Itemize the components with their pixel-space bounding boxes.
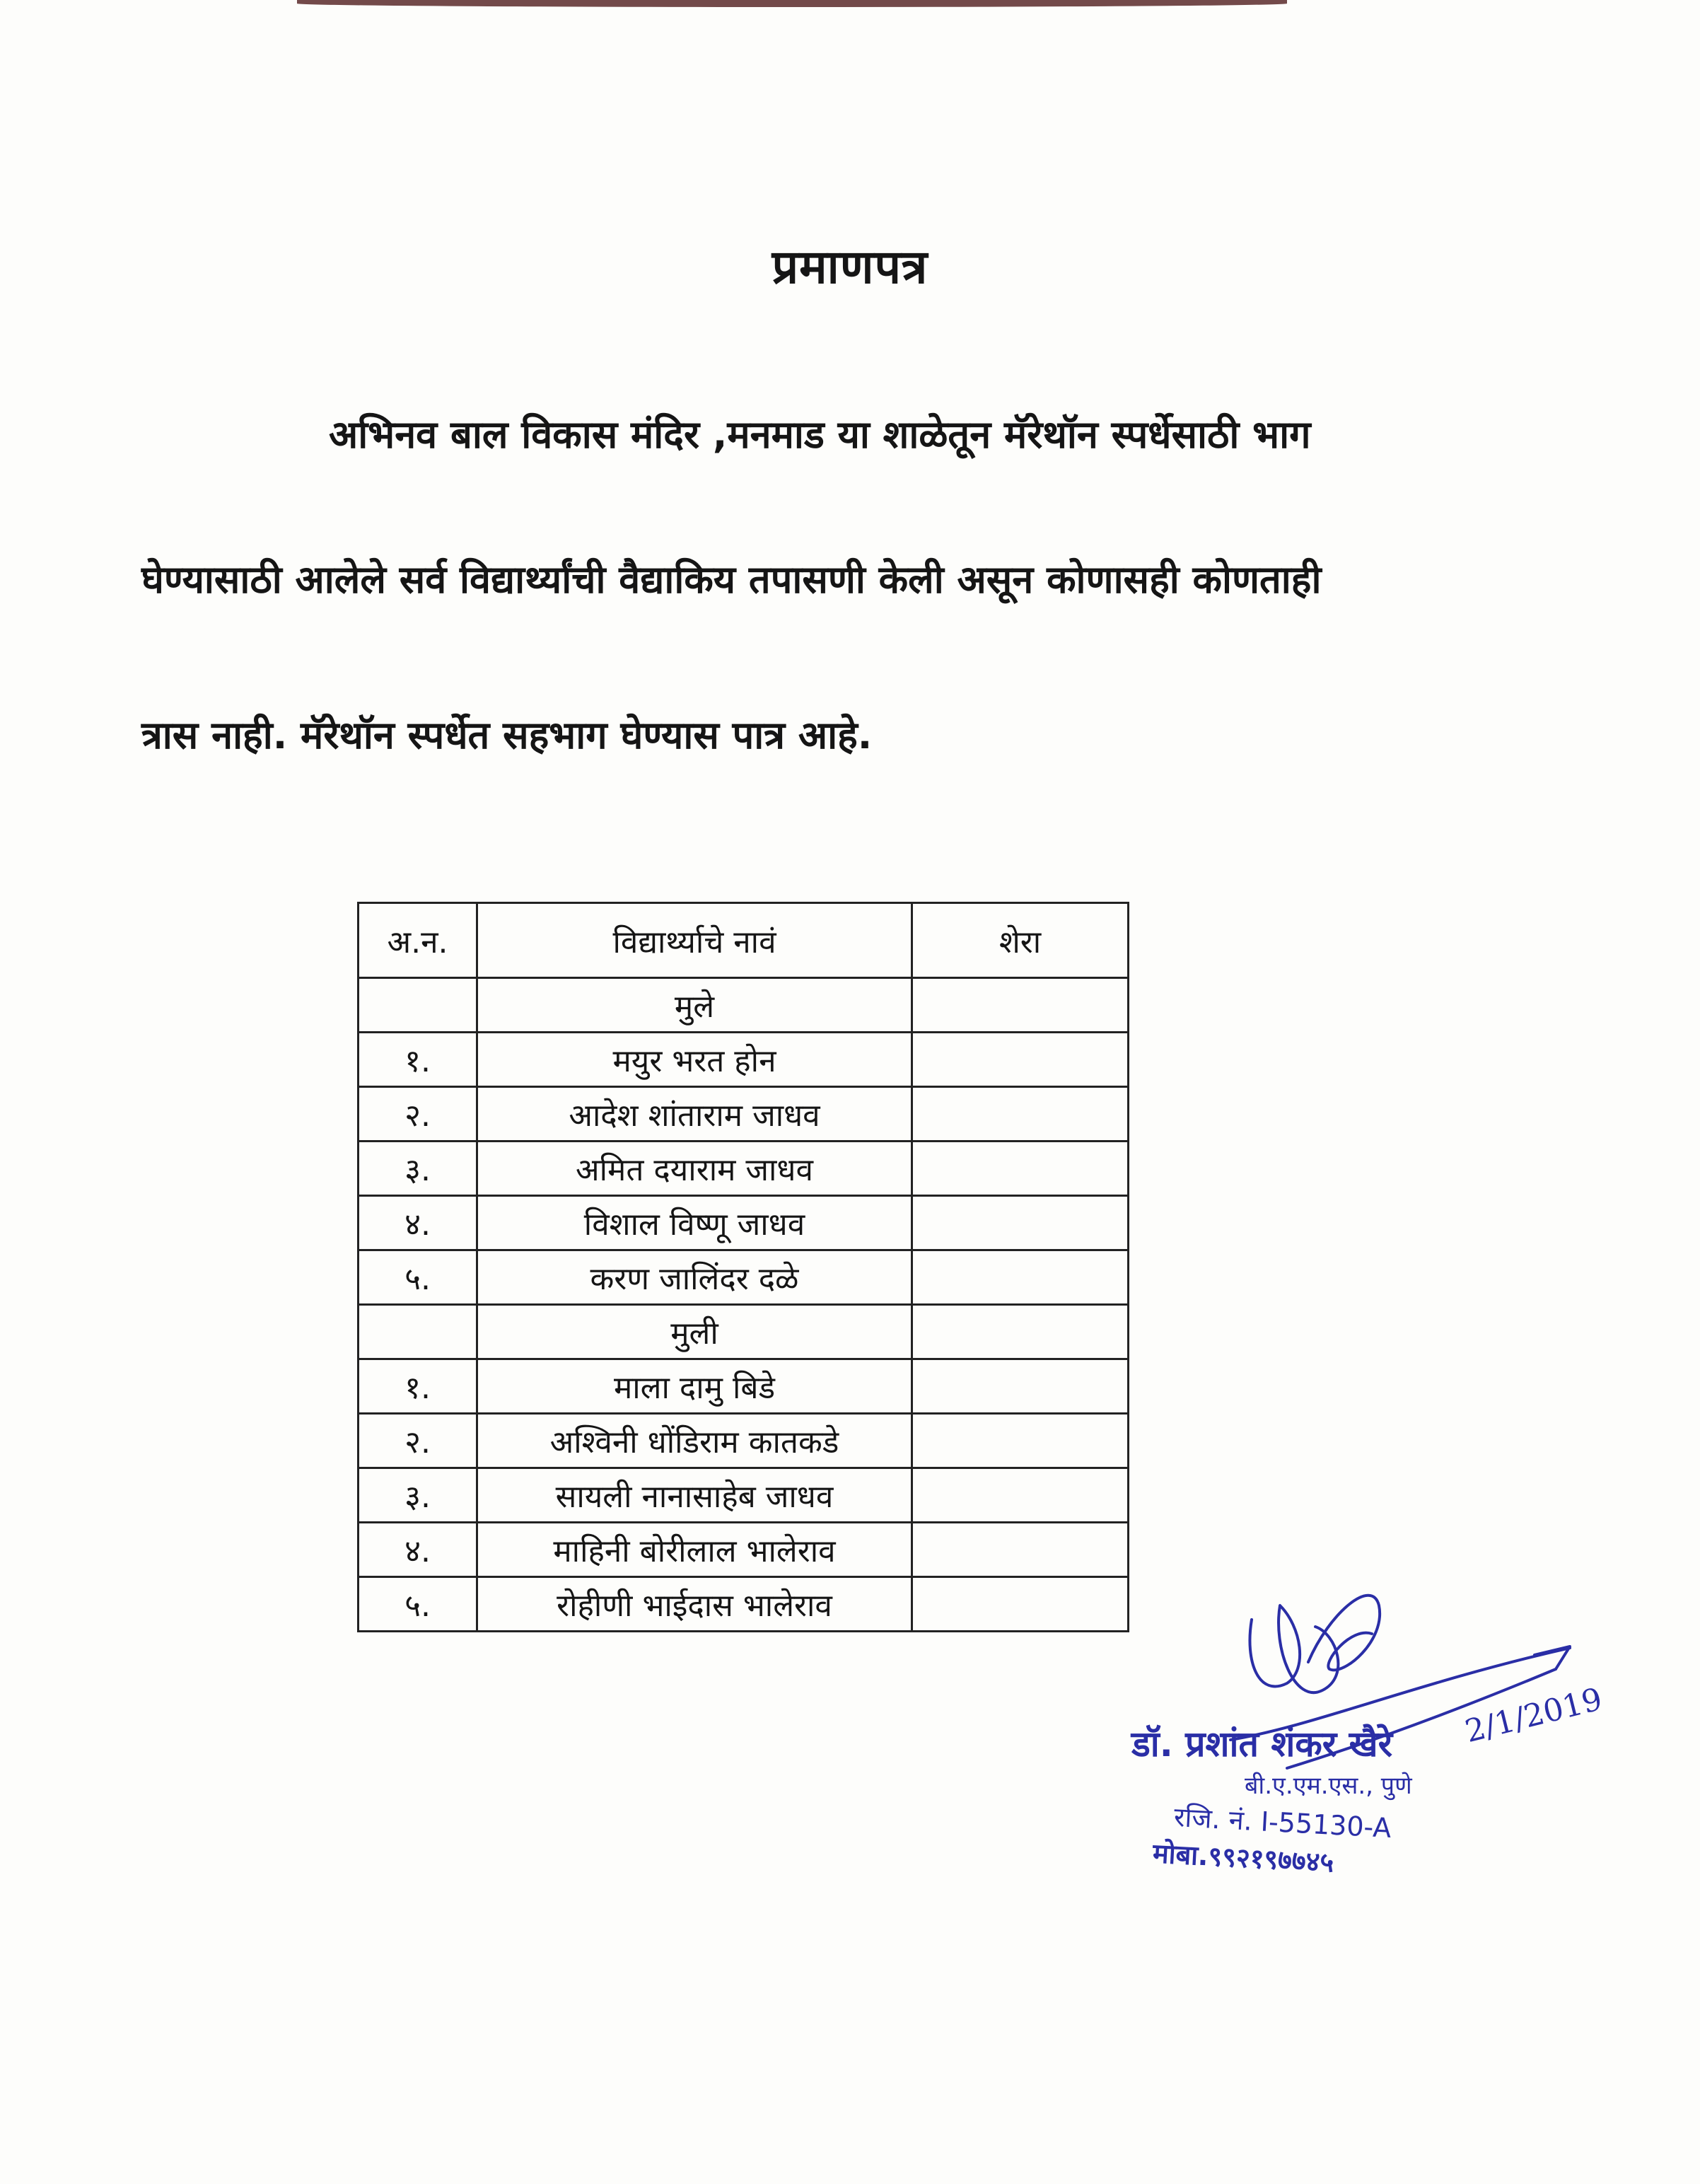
row-remark: [912, 1196, 1129, 1250]
row-remark: [912, 1142, 1129, 1196]
table-header-row: [359, 903, 1129, 978]
row-name: अश्विनी धोंडिराम कातकडे: [477, 1414, 912, 1468]
row-serial: २.: [359, 1087, 477, 1142]
row-remark: [912, 1250, 1129, 1305]
row-name: माहिनी बोरीलाल भालेराव: [477, 1523, 912, 1577]
row-remark: [912, 978, 1129, 1033]
row-name: अमित दयाराम जाधव: [477, 1142, 912, 1196]
doctor-stamp: [1131, 1680, 1626, 1910]
row-serial: १.: [359, 1359, 477, 1414]
certificate-body-line-1: अभिनव बाल विकास मंदिर ,मनमाड या शाळेतून मॅरेथॉन स्पर्धेसाठी भाग: [329, 412, 1311, 457]
header-student-name: विद्यार्थ्याचे नावं: [477, 903, 912, 978]
row-name: मयुर भरत होन: [477, 1033, 912, 1087]
row-serial: ४.: [359, 1196, 477, 1250]
row-serial: ४.: [359, 1523, 477, 1577]
row-name: करण जालिंदर दळे: [477, 1250, 912, 1305]
row-remark: [912, 1305, 1129, 1359]
table-row: [359, 1523, 1129, 1577]
table-row: [359, 1142, 1129, 1196]
row-serial: २.: [359, 1414, 477, 1468]
row-serial: [359, 978, 477, 1033]
table-row: [359, 1359, 1129, 1414]
row-remark: [912, 1359, 1129, 1414]
row-name: विशाल विष्णू जाधव: [477, 1196, 912, 1250]
table-row: [359, 1033, 1129, 1087]
row-remark: [912, 1414, 1129, 1468]
header-serial: अ.न.: [359, 903, 477, 978]
header-remark: शेरा: [912, 903, 1129, 978]
row-name: मुले: [477, 978, 912, 1033]
table-row: [359, 978, 1129, 1033]
certificate-body-line-2: घेण्यासाठी आलेले सर्व विद्यार्थ्यांची वैद्याकिय तपासणी केली असून कोणासही कोणताही: [141, 557, 1322, 602]
row-remark: [912, 1087, 1129, 1142]
row-remark: [912, 1033, 1129, 1087]
table-row: [359, 1414, 1129, 1468]
row-serial: ५.: [359, 1250, 477, 1305]
table-row: [359, 1087, 1129, 1142]
row-serial: ३.: [359, 1468, 477, 1523]
row-serial: ३.: [359, 1142, 477, 1196]
table-row: [359, 1577, 1129, 1632]
row-remark: [912, 1468, 1129, 1523]
row-serial: ५.: [359, 1577, 477, 1632]
page-top-edge: [297, 0, 1287, 7]
row-name: रोहीणी भाईदास भालेराव: [477, 1577, 912, 1632]
row-serial: १.: [359, 1033, 477, 1087]
certificate-body-line-3: त्रास नाही. मॅरेथॉन स्पर्धेत सहभाग घेण्यास पात्र आहे.: [141, 713, 873, 757]
stamp-doctor-name: डॉ. प्रशांत शंकर खैरे: [1131, 1724, 1393, 1765]
table-row: [359, 1305, 1129, 1359]
row-serial: [359, 1305, 477, 1359]
row-name: सायली नानासाहेब जाधव: [477, 1468, 912, 1523]
row-remark: [912, 1523, 1129, 1577]
row-name: मुली: [477, 1305, 912, 1359]
stamp-qualification: बी.ए.एम.एस., पुणे: [1245, 1772, 1412, 1800]
certificate-title: प्रमाणपत्र: [772, 240, 928, 294]
table-row: [359, 1468, 1129, 1523]
stamp-date: 2/1/2019: [1461, 1680, 1606, 1750]
row-name: माला दामु बिडे: [477, 1359, 912, 1414]
row-name: आदेश शांताराम जाधव: [477, 1087, 912, 1142]
stamp-mobile: मोबा.९९२१९७७४५: [1151, 1837, 1335, 1878]
table-row: [359, 1250, 1129, 1305]
table-row: [359, 1196, 1129, 1250]
row-remark: [912, 1577, 1129, 1632]
stamp-registration: रजि. नं. I-55130-A: [1173, 1801, 1392, 1845]
students-table: [357, 902, 1129, 1632]
